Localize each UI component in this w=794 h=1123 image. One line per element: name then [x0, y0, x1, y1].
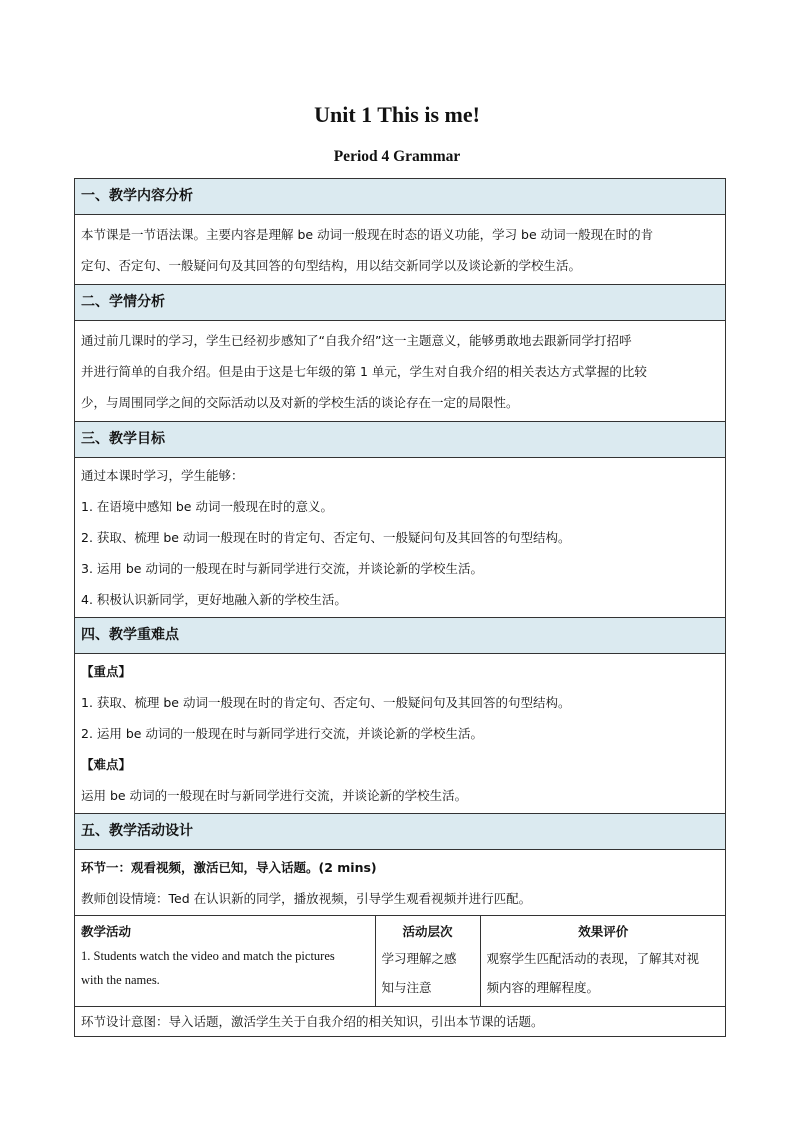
section-body: [75, 458, 726, 618]
section-body-row: [75, 654, 726, 814]
section-heading: 二、学情分析: [75, 285, 726, 321]
section-heading-row: [75, 422, 726, 458]
section-heading: 五、教学活动设计: [75, 814, 726, 850]
level-cell: [375, 916, 480, 1006]
section-heading: 三、教学目标: [75, 422, 726, 458]
body-line: 2. 运用 be 动词的一般现在时与新同学进行交流，并谈论新的学校生活。: [81, 726, 483, 741]
activity-cell: [75, 916, 375, 1006]
key-points-label: 【重点】: [81, 664, 132, 679]
section-body-row: [75, 215, 726, 285]
section-heading-row: [75, 618, 726, 654]
effect-cell: [480, 916, 726, 1006]
section-heading-row: [75, 179, 726, 215]
effect-line: 观察学生匹配活动的表现，了解其对视: [486, 951, 700, 966]
section-body: [75, 215, 726, 285]
document-title: Unit 1 This is me!: [314, 102, 480, 127]
section-heading: 四、教学重难点: [75, 618, 726, 654]
section-heading: 一、教学内容分析: [75, 179, 726, 215]
body-line: 定句、否定句、一般疑问句及其回答的句型结构，用以结交新同学以及谈论新的学校生活。: [81, 258, 582, 273]
column-header-effect: 效果评价: [578, 924, 629, 939]
section-body-row: [75, 321, 726, 422]
level-line: 知与注意: [381, 980, 432, 995]
activity-step: [75, 850, 726, 916]
body-line: 4. 积极认识新同学，更好地融入新的学校生活。: [81, 592, 347, 607]
activity-grid-cell: [75, 916, 726, 1007]
activity-grid-body: [75, 916, 726, 1006]
activity-line: 1. Students watch the video and match the pictures: [81, 949, 335, 963]
column-header-level: 活动层次: [402, 924, 453, 939]
body-line: 通过前几课时的学习，学生已经初步感知了“自我介绍”这一主题意义，能够勇敢地去跟新同学打招呼: [81, 333, 632, 348]
body-line: 本节课是一节语法课。主要内容是理解 be 动词一般现在时态的语义功能，学习 be 动词一般现在时的肯: [81, 227, 654, 242]
column-header-activity: 教学活动: [81, 924, 132, 939]
body-line: 3. 运用 be 动词的一般现在时与新同学进行交流，并谈论新的学校生活。: [81, 561, 483, 576]
section-body-row: [75, 458, 726, 618]
intent-text: 环节设计意图：导入话题，激活学生关于自我介绍的相关知识，引出本节课的话题。: [75, 1007, 726, 1037]
document-subtitle: Period 4 Grammar: [333, 148, 461, 165]
body-line: 运用 be 动词的一般现在时与新同学进行交流，并谈论新的学校生活。: [81, 788, 468, 803]
body-line: 1. 在语境中感知 be 动词一般现在时的意义。: [81, 499, 333, 514]
difficult-points-label: 【难点】: [81, 757, 132, 772]
section-heading-row: [75, 814, 726, 850]
body-line: 2. 获取、梳理 be 动词一般现在时的肯定句、否定句、一般疑问句及其回答的句型结构。: [81, 530, 571, 545]
situation-text: 教师创设情境：Ted 在认识新的同学，播放视频，引导学生观看视频并进行匹配。: [81, 891, 532, 906]
section-body: [75, 321, 726, 422]
body-line: 少，与周围同学之间的交际活动以及对新的学校生活的谈论存在一定的局限性。: [81, 395, 519, 410]
section-heading-row: [75, 285, 726, 321]
section-body: [75, 654, 726, 814]
level-line: 学习理解之感: [381, 951, 457, 966]
body-line: 并进行简单的自我介绍。但是由于这是七年级的第 1 单元，学生对自我介绍的相关表达方式掌握的比较: [81, 364, 647, 379]
effect-line: 频内容的理解程度。: [486, 980, 600, 995]
body-line: 1. 获取、梳理 be 动词一般现在时的肯定句、否定句、一般疑问句及其回答的句型结构。: [81, 695, 571, 710]
body-line: 通过本课时学习，学生能够：: [81, 468, 244, 483]
intent-row: [75, 1007, 726, 1037]
lesson-plan-table: [74, 178, 726, 1037]
step-title: 环节一：观看视频，激活已知，导入话题。(2 mins): [81, 860, 377, 875]
activity-step-row: [75, 850, 726, 916]
activity-grid-row: [75, 916, 726, 1007]
activity-grid: [75, 916, 726, 1006]
activity-line: with the names.: [81, 973, 160, 987]
